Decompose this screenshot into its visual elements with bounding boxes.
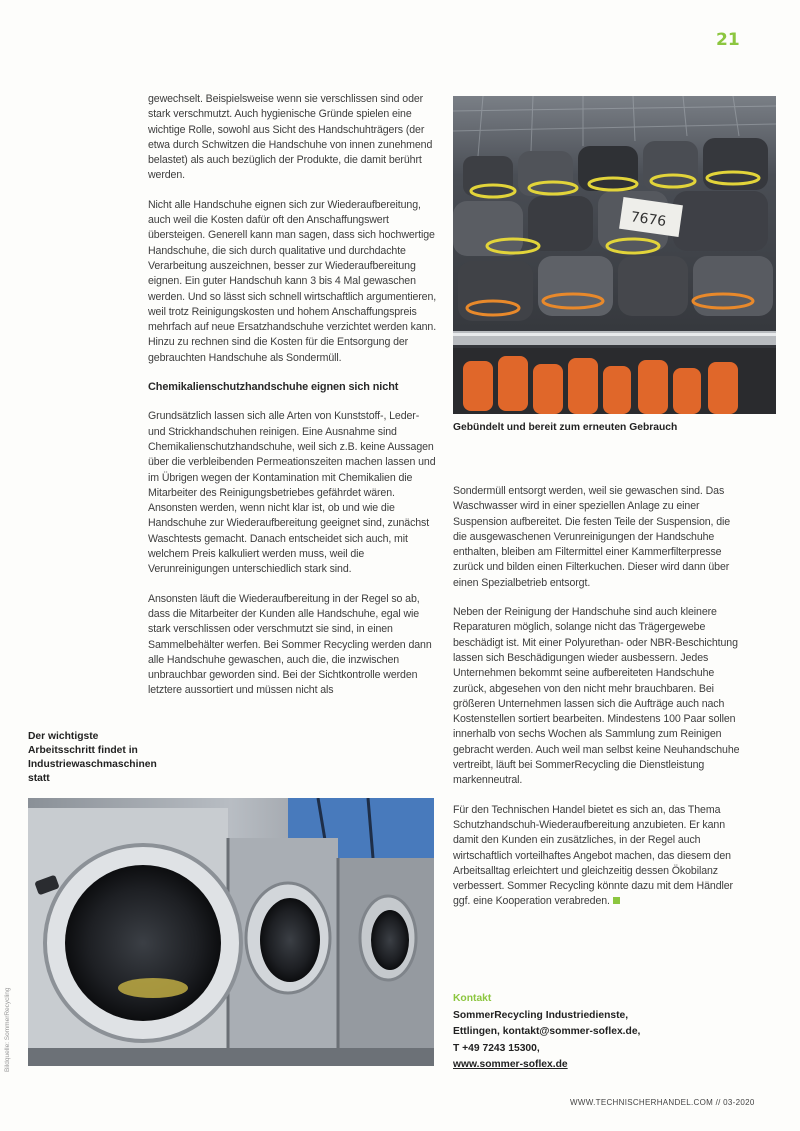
paragraph: gewechselt. Beispielsweise wenn sie verschlissen sind oder stark verschmutzt. Auch hygienische Gründe spielen eine wichtige Rolle, sowohl aus Sicht des Handschuhträgers (der etwa durch Schwitzen die Handschuhe von innen zunehmend belastet) als auch bezüglich der Produkte, die damit berührt werden. (148, 93, 433, 182)
washing-machines-photo (28, 798, 434, 1066)
article-right-column (453, 484, 745, 924)
contact-box (453, 991, 753, 1074)
contact-phone: T +49 7243 15300, (453, 1042, 540, 1054)
paragraph: Grundsätzlich lassen sich alle Arten von Kunststoff-, Leder- und Strickhandschuhen reinigen. Eine Ausnahme sind Chemikalienschutzhandschuhe, weil sich z.B. keine Aussagen über die verbleibenden Permeationszeiten machen lassen und im Übrigen wegen der Kontamination mit Chemikalien die Mitarbeiter des Reinigungsbetriebes gefährdet wären. Ansonsten werden, wenn nicht klar ist, ob und wie die Handschuhe zur Wiederaufbereitung geeignet sind, zunächst Waschtests gemacht. Danach entscheidet sich auch, mit welchem Preis kalkuliert werden muss, weil die Verunreinigungen unterschiedlich stark sind. (148, 410, 436, 576)
photo-caption-top: Gebündelt und bereit zum erneuten Gebrauch (453, 422, 678, 433)
paragraph: Sondermüll entsorgt werden, weil sie gewaschen sind. Das Waschwasser wird in einer speziellen Anlage zu einer Suspension aufbereitet. Die festen Teile der Suspension, die die ausgewaschenen Verunreinigungen der Handschuhe enthalten, bleiben am Filtermittel einer Kammerfilterpresse zurück und bilden einen Filterkuchen. Dieser wird dann über einen Spezialbetrieb entsorgt. (453, 485, 731, 589)
footer-text: WWW.TECHNISCHERHANDEL.COM // 03-2020 (570, 1098, 755, 1107)
paragraph: Nicht alle Handschuhe eignen sich zur Wiederaufbereitung, auch weil die Kosten dafür oft den Anschaffungswert übersteigen. Generell kann man sagen, dass sich hochwertige Handschuhe, die sich durch qualitative und durchdachte Verarbeitung auszeichnen, besser zur Wiederaufbereitung eignen. Ein guter Handschuh kann 3 bis 4 Mal gewaschen werden. Und so lässt sich schnell wirtschaftlich argumentieren, weil trotz Reinigungskosten und hohem Anschaffungspreis mehrfach auf neue Ersatzhandschuhe verzichtet werden kann. Hinzu zu rechnen sind die Kosten für die Entsorgung der gebrauchten Handschuhe als Sondermüll. (148, 198, 437, 364)
gloves-photo-illustration (453, 96, 776, 414)
article-left-column (148, 92, 438, 713)
page-number: 21 (716, 30, 740, 50)
paragraph: Neben der Reinigung der Handschuhe sind auch kleinere Reparaturen möglich, solange nicht das Trägergewebe beschädigt ist. Mit einer Polyurethan- oder NBR-Beschichtung lassen sich Beschädigungen wieder ausbessern. Jedes Unternehmen bekommt seine aufbereiteten Handschuhe zurück, abgesehen von den nicht mehr brauchbaren. Bei größeren Unternehmen lassen sich die Aufträge auch nach Kostenstellen sortiert bearbeiten. Mindestens 100 Paar sollen innerhalb von sechs Wochen als Sammlung zum Reinigen gebracht werden. Auch weil man selbst keine Neuhandschuhe vertreibt, läuft bei SommerRecycling die Dienstleistung markenneutral. (453, 606, 740, 787)
paragraph-last (453, 803, 745, 910)
contact-email-line: Ettlingen, kontakt@sommer-soflex.de, (453, 1026, 641, 1037)
paragraph: Ansonsten läuft die Wiederaufbereitung in der Regel so ab, dass die Mitarbeiter der Kunden alle Handschuhe, egal wie stark verschlissen oder verschmutzt sie sind, in einen Sammelbehälter werfen. Bei Sommer Recycling werden dann alle Handschuhe gewaschen, auch die, die inzwischen unbrauchbar geworden sind. Bei der Sichtkontrolle werden letztere aussortiert und müssen nicht als (148, 592, 432, 697)
contact-title: Kontakt (453, 993, 492, 1004)
gloves-photo (453, 96, 776, 414)
contact-website-link[interactable]: www.sommer-soflex.de (453, 1059, 568, 1070)
paragraph-text: Für den Technischen Handel bietet es sich an, das Thema Schutzhandschuh-Wiederaufbereitung anzubieten. Er kann damit den Kunden ein zusätzliches, in der Regel auch wirtschaftlich vorteilhaftes Angebot machen, das diesem den Arbeitsalltag erleichtert und gleichzeitig dessen Ökobilanz verbessert. Sommer Recycling könnte dazu mit dem Händler ggf. eine Kooperation verabreden. (453, 803, 733, 908)
bundle-label: 7676 (629, 209, 668, 231)
subheading: Chemikalienschutzhandschuhe eignen sich nicht (148, 381, 399, 394)
contact-company: SommerRecycling Industriedienste, (453, 1009, 629, 1021)
washing-machines-illustration (28, 798, 434, 1066)
article-end-mark (613, 897, 620, 904)
photo-credit: Bildquelle: SommerRecycling (4, 987, 11, 1072)
photo-caption-bottom: Der wichtigste Arbeitsschritt findet in Industriewaschmaschinen statt (28, 731, 157, 784)
